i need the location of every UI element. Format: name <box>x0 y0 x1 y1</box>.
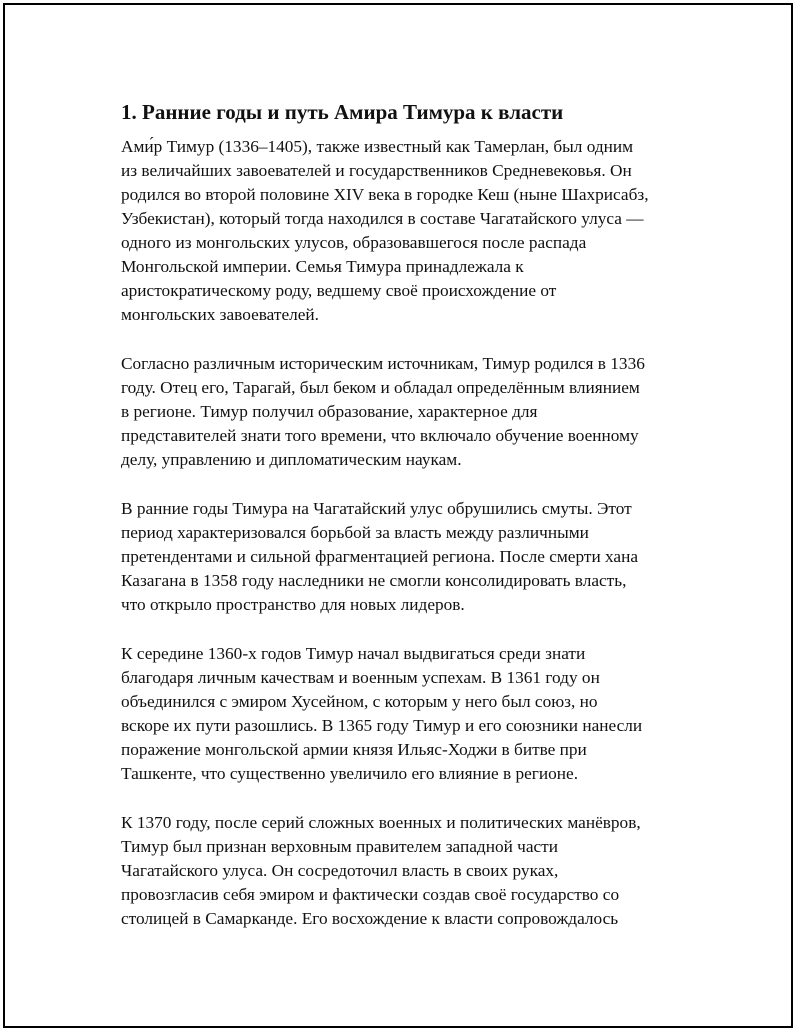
text-line: делу, управлению и дипломатическим наукам. <box>121 450 462 469</box>
text-line: что открыло пространство для новых лидеров. <box>121 595 465 614</box>
paragraph-turmoil <box>121 497 701 617</box>
document-body <box>121 97 701 956</box>
text-line: из величайших завоевателей и государственников Средневековья. Он <box>121 161 632 180</box>
text-line: провозгласив себя эмиром и фактически создав своё государство со <box>121 885 620 904</box>
text-line: аристократическому роду, ведшему своё происхождение от <box>121 281 557 300</box>
paragraph-ruler <box>121 811 701 931</box>
text-line: К середине 1360-х годов Тимур начал выдвигаться среди знати <box>121 644 586 663</box>
text-line: претендентами и сильной фрагментацией региона. После смерти хана <box>121 547 639 566</box>
text-line: благодаря личным качествам и военным успехам. В 1361 году он <box>121 668 600 687</box>
text-line: году. Отец его, Тарагай, был беком и обладал определённым влиянием <box>121 378 640 397</box>
paragraph-birth-family <box>121 352 701 472</box>
text-line: К 1370 году, после серий сложных военных и политических манёвров, <box>121 813 641 832</box>
text-line: Тимур был признан верховным правителем западной части <box>121 837 558 856</box>
text-line: Казагана в 1358 году наследники не смогли консолидировать власть, <box>121 571 627 590</box>
text-line: Ами́р Тимур (1336–1405), также известный как Тамерлан, был одним <box>121 137 634 156</box>
text-line: Согласно различным историческим источникам, Тимур родился в 1336 <box>121 354 645 373</box>
paragraph-early-life <box>121 135 701 327</box>
text-line: период характеризовался борьбой за власть между различными <box>121 523 589 542</box>
text-line: В ранние годы Тимура на Чагатайский улус обрушились смуты. Этот <box>121 499 632 518</box>
text-line: Ташкенте, что существенно увеличило его влияние в регионе. <box>121 764 579 783</box>
text-line: в регионе. Тимур получил образование, характерное для <box>121 402 538 421</box>
text-line: Узбекистан), который тогда находился в составе Чагатайского улуса — <box>121 209 644 228</box>
text-line: поражение монгольской армии князя Ильяс-Ходжи в битве при <box>121 740 587 759</box>
text-line: объединился с эмиром Хусейном, с которым у него был союз, но <box>121 692 598 711</box>
text-line: родился во второй половине XIV века в городке Кеш (ныне Шахрисабз, <box>121 185 649 204</box>
text-line: столицей в Самарканде. Его восхождение к власти сопровождалось <box>121 909 619 928</box>
text-line: монгольских завоевателей. <box>121 305 319 324</box>
paragraph-rise <box>121 642 701 786</box>
text-line: Монгольской империи. Семья Тимура принадлежала к <box>121 257 524 276</box>
text-line: представителей знати того времени, что включало обучение военному <box>121 426 639 445</box>
text-line: вскоре их пути разошлись. В 1365 году Тимур и его союзники нанесли <box>121 716 643 735</box>
text-line: одного из монгольских улусов, образовавшегося после распада <box>121 233 587 252</box>
document-page <box>3 3 793 1028</box>
section-heading: 1. Ранние годы и путь Амира Тимура к власти <box>121 100 564 124</box>
text-line: Чагатайского улуса. Он сосредоточил власть в своих руках, <box>121 861 559 880</box>
